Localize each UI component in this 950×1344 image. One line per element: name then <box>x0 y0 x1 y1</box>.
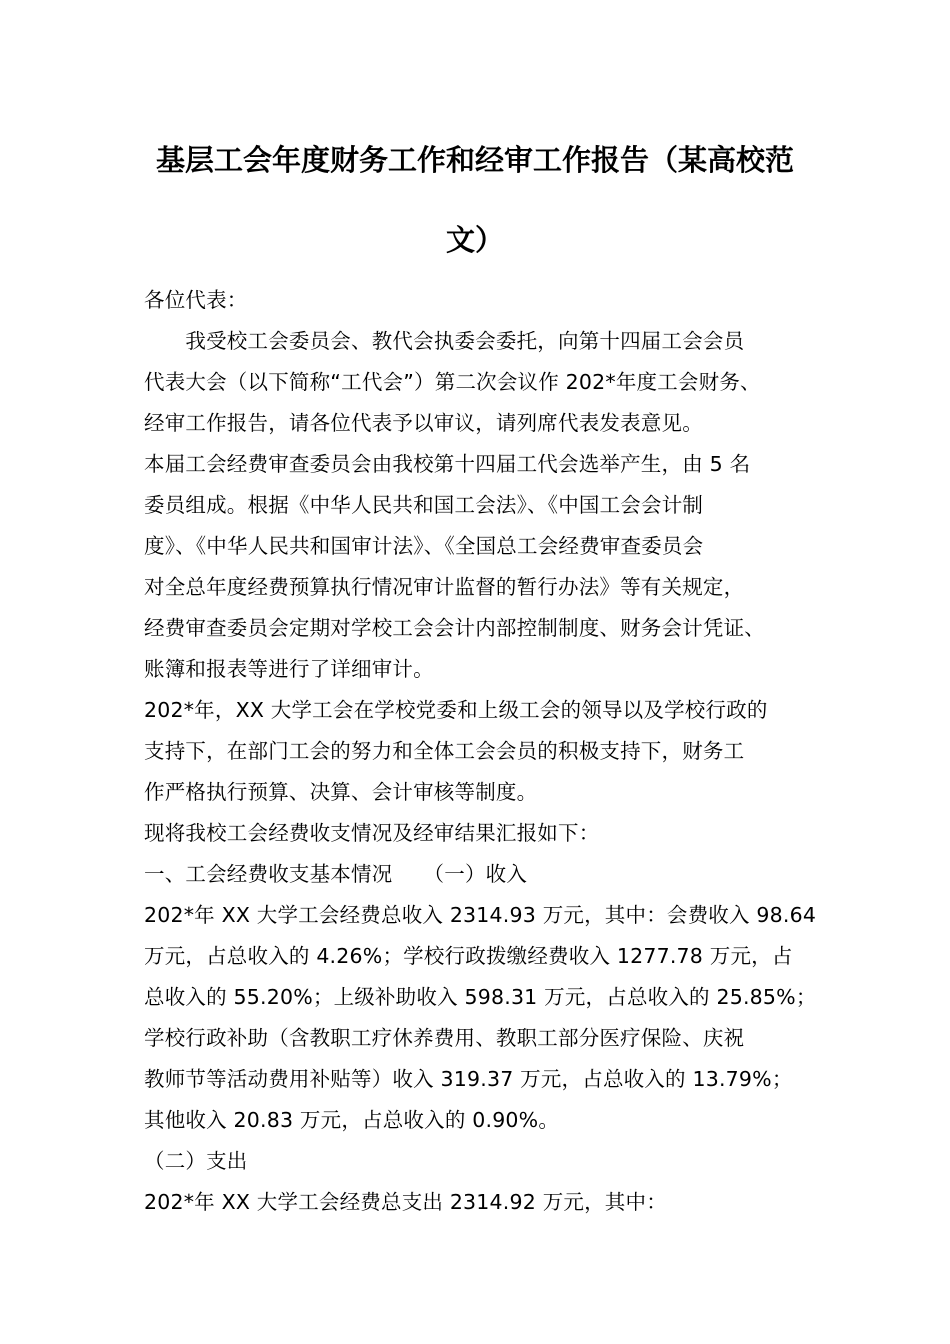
body-line-7: 度》、《中华人民共和国审计法》、《全国总工会经费审查委员会 <box>144 534 704 558</box>
body-line-10: 账簿和报表等进行了详细审计。 <box>144 657 434 681</box>
body-line-21: 其他收入 20.83 万元，占总收入的 0.90%。 <box>144 1108 560 1132</box>
body-line-17: 万元，占总收入的 4.26%；学校行政拨缴经费收入 1277.78 万元，占 <box>144 944 793 968</box>
body-line-4: 经审工作报告，请各位代表予以审议，请列席代表发表意见。 <box>144 411 703 435</box>
body-line-1: 各位代表： <box>144 288 248 312</box>
body-line-20: 教师节等活动费用补贴等）收入 319.37 万元，占总收入的 13.79%； <box>144 1067 793 1091</box>
body-line-5: 本届工会经费审查委员会由我校第十四届工代会选举产生，由 5 名 <box>144 452 751 476</box>
section-heading-expenditure: （二）支出 <box>144 1149 248 1173</box>
body-line-9: 经费审查委员会定期对学校工会会计内部控制制度、财务会计凭证、 <box>144 616 765 640</box>
body-line-11: 202*年，XX 大学工会在学校党委和上级工会的领导以及学校行政的 <box>144 698 768 722</box>
body-line-2: 我受校工会委员会、教代会执委会委托，向第十四届工会会员 <box>144 329 745 353</box>
section-heading-income: 一、工会经费收支基本情况 （一）收入 <box>144 862 528 886</box>
body-line-8: 对全总年度经费预算执行情况审计监督的暂行办法》等有关规定， <box>144 575 745 599</box>
body-line-13: 作严格执行预算、决算、会计审核等制度。 <box>144 780 538 804</box>
document-title-line-2: 文） <box>445 223 504 257</box>
body-line-19: 学校行政补助（含教职工疗休养费用、教职工部分医疗保险、庆祝 <box>144 1026 745 1050</box>
body-line-6: 委员组成。根据《中华人民共和国工会法》、《中国工会会计制 <box>144 493 704 517</box>
body-line-23: 202*年 XX 大学工会经费总支出 2314.92 万元，其中： <box>144 1190 667 1214</box>
document-title-line-1: 基层工会年度财务工作和经审工作报告（某高校范 <box>155 143 794 177</box>
body-line-14: 现将我校工会经费收支情况及经审结果汇报如下： <box>144 821 600 845</box>
body-line-16: 202*年 XX 大学工会经费总收入 2314.93 万元，其中：会费收入 98.64 <box>144 903 817 927</box>
body-line-3: 代表大会（以下简称“工代会”）第二次会议作 202*年度工会财务、 <box>144 370 761 394</box>
body-line-18: 总收入的 55.20%；上级补助收入 598.31 万元，占总收入的 25.85%； <box>144 985 817 1009</box>
body-line-12: 支持下，在部门工会的努力和全体工会会员的积极支持下，财务工 <box>144 739 745 763</box>
